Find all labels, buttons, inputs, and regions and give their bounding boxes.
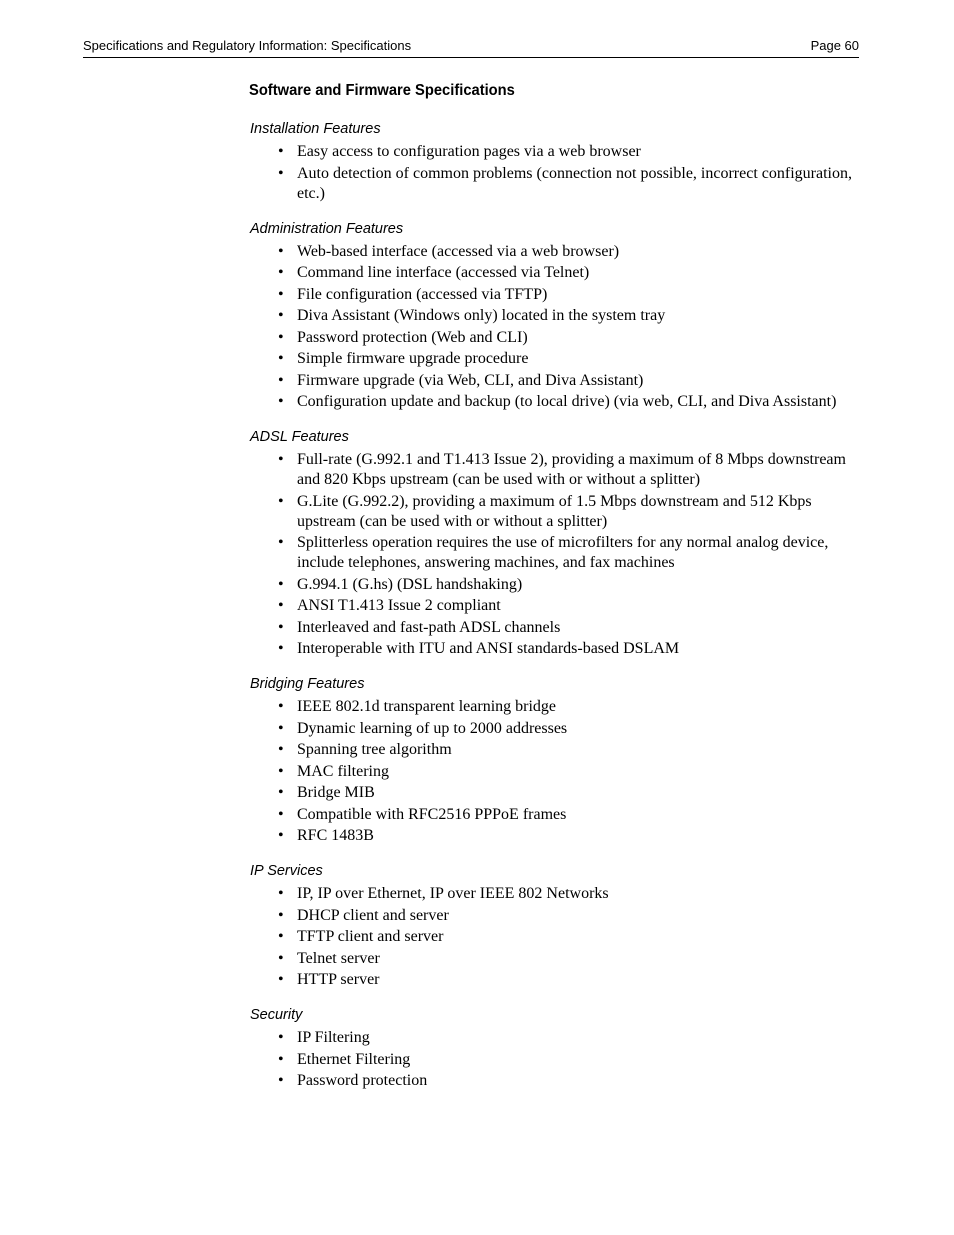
list-item: • Compatible with RFC2516 PPPoE frames — [249, 805, 864, 825]
feature-list — [249, 697, 864, 846]
list-item: • Splitterless operation requires the use of microfilters for any normal analog device, include telephones, answering machines, and fax machines — [249, 533, 864, 573]
list-item: • TFTP client and server — [249, 927, 864, 947]
subsection-heading: Security — [250, 1007, 303, 1023]
section-title: Software and Firmware Specifications — [249, 82, 515, 99]
list-item: • File configuration (accessed via TFTP) — [249, 285, 864, 305]
header-title: Specifications and Regulatory Information: Specifications — [83, 38, 412, 53]
list-item: • Web-based interface (accessed via a web browser) — [249, 242, 864, 262]
feature-list — [249, 1028, 864, 1091]
subsection-heading: IP Services — [250, 863, 323, 879]
list-item: • DHCP client and server — [249, 906, 864, 926]
list-item: • Ethernet Filtering — [249, 1050, 864, 1070]
list-item: • Interleaved and fast-path ADSL channels — [249, 618, 864, 638]
list-item: • Easy access to configuration pages via a web browser — [249, 142, 864, 162]
list-item: • IP Filtering — [249, 1028, 864, 1048]
subsection-heading: Installation Features — [250, 121, 381, 137]
feature-list — [249, 242, 864, 413]
page-header — [83, 38, 859, 58]
list-item: • Simple firmware upgrade procedure — [249, 349, 864, 369]
list-item: • HTTP server — [249, 970, 864, 990]
subsection-heading: Bridging Features — [250, 676, 365, 692]
feature-list — [249, 884, 864, 990]
subsection-heading: ADSL Features — [250, 429, 349, 445]
feature-list — [249, 450, 864, 659]
page-content — [249, 80, 864, 1106]
list-item: • Spanning tree algorithm — [249, 740, 864, 760]
list-item: • Dynamic learning of up to 2000 addresses — [249, 719, 864, 739]
list-item: • RFC 1483B — [249, 826, 864, 846]
list-item: • MAC filtering — [249, 762, 864, 782]
list-item: • IP, IP over Ethernet, IP over IEEE 802 Networks — [249, 884, 864, 904]
subsection-heading: Administration Features — [250, 220, 404, 237]
list-item: • Configuration update and backup (to local drive) (via web, CLI, and Diva Assistant) — [249, 392, 864, 412]
list-item: • ANSI T1.413 Issue 2 compliant — [249, 596, 864, 616]
list-item: • Password protection — [249, 1071, 864, 1091]
page-number: Page 60 — [810, 38, 859, 53]
list-item: • Telnet server — [249, 949, 864, 969]
list-item: • Interoperable with ITU and ANSI standards-based DSLAM — [249, 639, 864, 659]
feature-sections — [249, 119, 864, 1091]
list-item: • G.994.1 (G.hs) (DSL handshaking) — [249, 575, 864, 595]
list-item: • Firmware upgrade (via Web, CLI, and Diva Assistant) — [249, 371, 864, 391]
feature-list — [249, 142, 864, 204]
list-item: • Auto detection of common problems (connection not possible, incorrect configuration, etc.) — [249, 164, 864, 204]
list-item: • Command line interface (accessed via Telnet) — [249, 263, 864, 283]
list-item: • Full-rate (G.992.1 and T1.413 Issue 2), providing a maximum of 8 Mbps downstream and 820 Kbps upstream (can be used with or without a splitter) — [249, 450, 864, 490]
list-item: • IEEE 802.1d transparent learning bridge — [249, 697, 864, 717]
list-item: • Diva Assistant (Windows only) located in the system tray — [249, 306, 864, 326]
list-item: • G.Lite (G.992.2), providing a maximum of 1.5 Mbps downstream and 512 Kbps upstream (can be used with or without a splitter) — [249, 492, 864, 532]
list-item: • Bridge MIB — [249, 783, 864, 803]
list-item: • Password protection (Web and CLI) — [249, 328, 864, 348]
